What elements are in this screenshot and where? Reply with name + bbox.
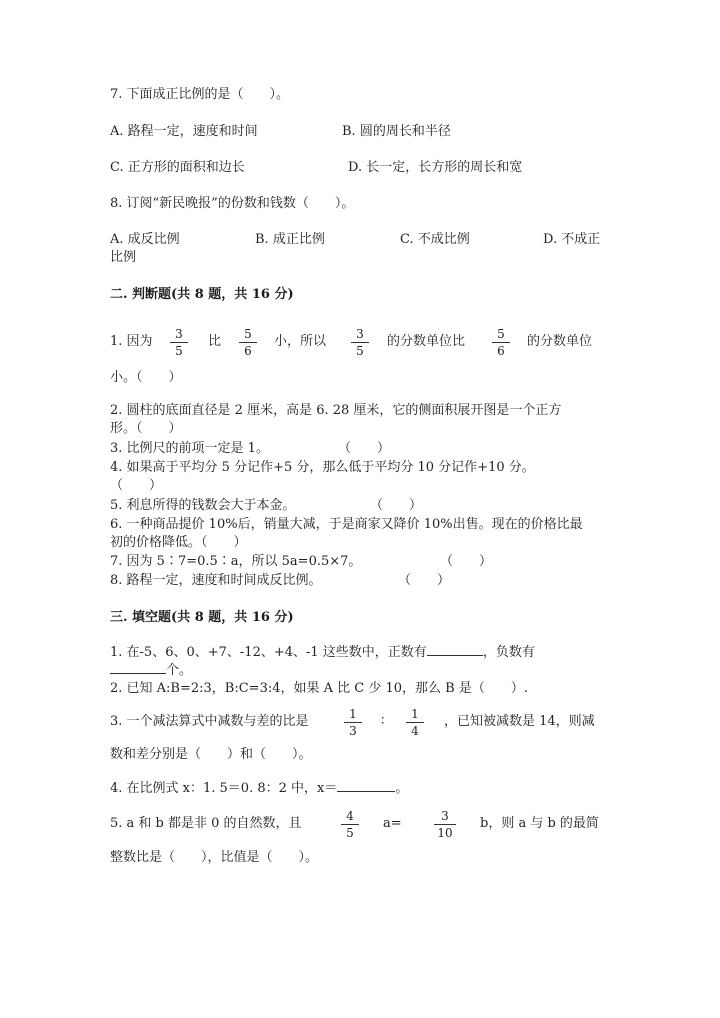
fill-4-text-a: 4. 在比例式 x：1. 5＝0. 8：2 中，x＝ (110, 781, 338, 796)
fill-3-line-2: 数和差分别是（ ）和（ ）。 (110, 747, 312, 762)
judge-2-line-1: 2. 圆柱的底面直径是 2 厘米，高是 6. 28 厘米，它的侧面积展开图是一个正方 (110, 403, 562, 418)
fill-5-part-1: 5. a 和 b 都是非 0 的自然数，且 (110, 816, 302, 831)
fill-5-part-3: b，则 a 与 b 的最简 (480, 816, 599, 831)
judge-7-text: 7. 因为 5∶7=0.5∶a，所以 5a=0.5×7。 (110, 554, 362, 569)
fill-4-text-b: 。 (395, 781, 409, 796)
judge-4-answer: （ ） (110, 478, 163, 493)
fill-1-line-2 (110, 661, 192, 680)
fill-3-part-1: 3. 一个减法算式中减数与差的比是 (110, 714, 309, 729)
judge-1-fraction-3: 3 5 (349, 327, 371, 358)
fill-1-blank-2[interactable] (110, 661, 166, 674)
judge-1-part-3: 小，所以 (274, 334, 327, 349)
question-7-option-c: C. 正方形的面积和边长 (110, 160, 245, 175)
fill-1-text-b: ，负数有 (482, 645, 535, 660)
judge-6-line-1: 6. 一种商品提价 10%后，销量大减，于是商家又降价 10%出售。现在的价格比最 (110, 517, 583, 532)
fill-1-line-1 (110, 643, 535, 662)
question-8-option-d-continued: 比例 (110, 250, 137, 265)
judge-1-part-5: 的分数单位 (527, 334, 593, 349)
judge-1-part-2: 比 (208, 334, 222, 349)
fill-5-line-2: 整数比是（ ），比值是（ ）。 (110, 850, 319, 865)
question-7-option-d: D. 长一定，长方形的周长和宽 (348, 160, 523, 175)
judge-6-line-2: 初的价格降低。（ ） (110, 535, 247, 550)
fill-3-colon: ∶ (381, 714, 385, 729)
question-8-option-d: D. 不成正 (543, 232, 601, 247)
section-3-heading: 三. 填空题(共 8 题，共 16 分) (110, 610, 294, 625)
judge-1-part-1: 1. 因为 (110, 334, 153, 349)
fill-5-fraction-1: 4 5 (339, 809, 361, 840)
question-8-option-c: C. 不成比例 (400, 232, 470, 247)
fill-3-fraction-2: 1 4 (404, 707, 426, 738)
judge-8-answer: （ ） (398, 573, 451, 588)
judge-2-line-2: 形。（ ） (110, 421, 182, 436)
fill-5-fraction-2: 3 10 (432, 809, 458, 840)
judge-1-fraction-4: 5 6 (490, 327, 512, 358)
fill-3-part-2: ，已知被减数是 14，则减 (444, 714, 595, 729)
question-8-stem: 8. 订阅“新民晚报”的份数和钱数（ ）。 (110, 196, 355, 211)
fill-1-blank-1[interactable] (427, 643, 483, 656)
judge-5-answer: （ ） (370, 498, 423, 513)
section-2-heading: 二. 判断题(共 8 题，共 16 分) (110, 287, 294, 302)
fill-1-text-a: 1. 在-5、6、0、+7、-12、+4、-1 这些数中，正数有 (110, 645, 427, 660)
fill-1-text-c: 个。 (166, 663, 193, 678)
judge-8-text: 8. 路程一定，速度和时间成反比例。 (110, 573, 322, 588)
fill-4-line (110, 779, 408, 798)
judge-7-answer: （ ） (440, 554, 493, 569)
judge-1-fraction-2: 5 6 (237, 327, 259, 358)
judge-4-text: 4. 如果高于平均分 5 分记作+5 分，那么低于平均分 10 分记作+10 分。 (110, 460, 535, 475)
fill-4-blank[interactable] (337, 779, 395, 792)
judge-1-fraction-1: 3 5 (168, 327, 190, 358)
fill-2-text: 2. 已知 A:B=2:3，B:C=3:4，如果 A 比 C 少 10，那么 B 是（ ）. (110, 681, 528, 696)
question-7-option-a: A. 路程一定，速度和时间 (110, 124, 258, 139)
question-8-option-a: A. 成反比例 (110, 232, 180, 247)
question-7-stem: 7. 下面成正比例的是（ ）。 (110, 87, 290, 102)
judge-1-line-2: 小。（ ） (110, 370, 182, 385)
question-7-option-b: B. 圆的周长和半径 (342, 124, 451, 139)
fill-5-part-2: a= (383, 816, 402, 831)
judge-1-part-4: 的分数单位比 (387, 334, 466, 349)
fill-3-fraction-1: 1 3 (342, 707, 364, 738)
judge-3-answer: （ ） (338, 441, 391, 456)
judge-5-text: 5. 利息所得的钱数会大于本金。 (110, 498, 296, 513)
question-8-option-b: B. 成正比例 (255, 232, 325, 247)
judge-3-text: 3. 比例尺的前项一定是 1。 (110, 441, 269, 456)
